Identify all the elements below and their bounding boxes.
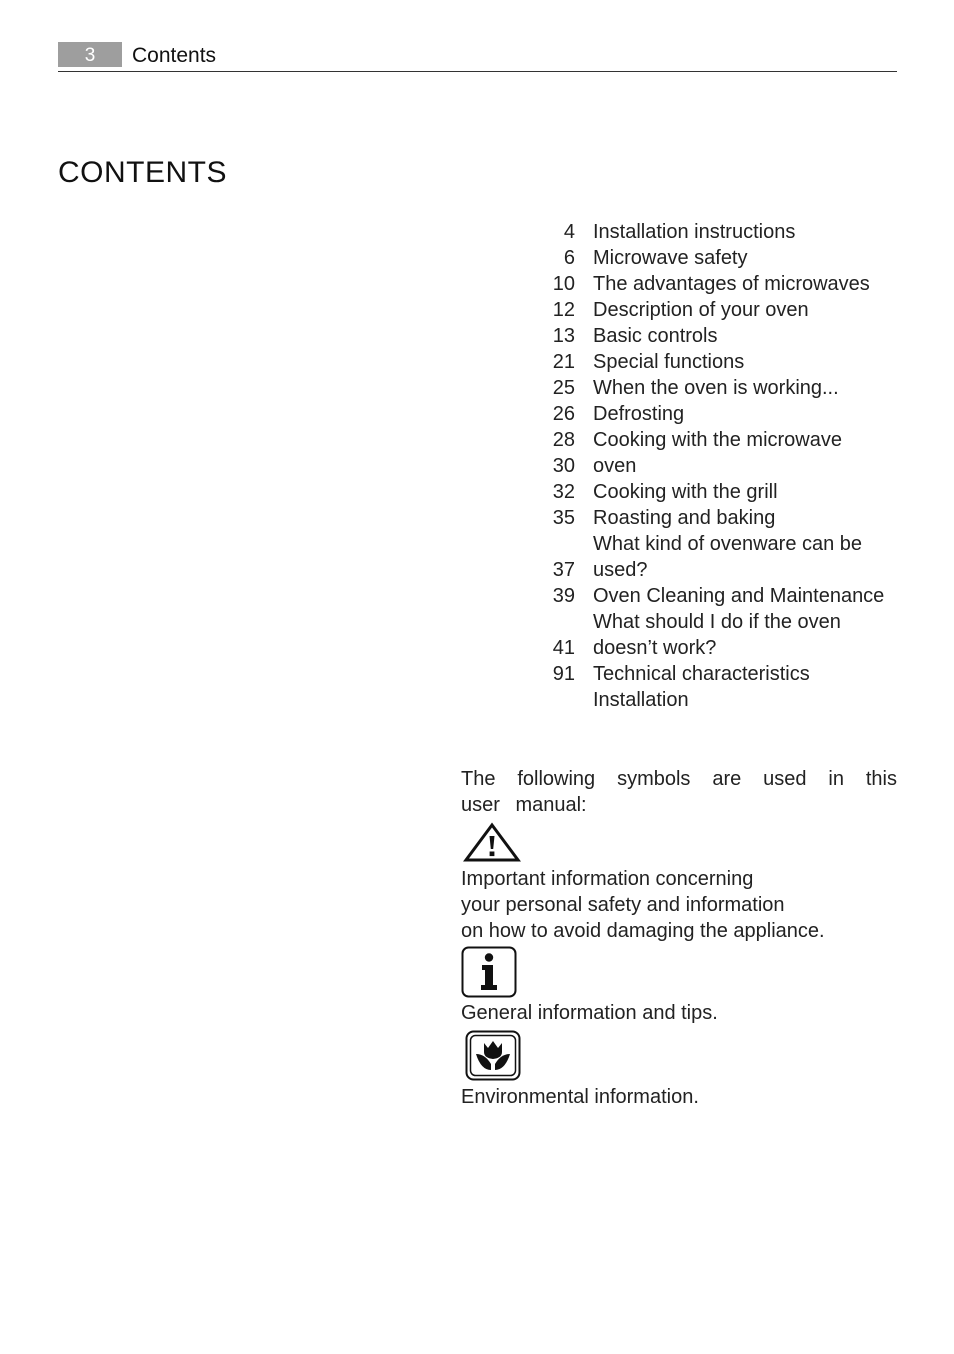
toc-label: What kind of ovenware can be	[593, 533, 863, 555]
toc-page-number: 91	[552, 663, 575, 685]
toc-row[interactable]	[540, 687, 900, 713]
warning-line-2: your personal safety and information	[461, 894, 785, 916]
toc-page-number: 13	[552, 325, 575, 347]
toc-label: Cooking with the grill	[593, 481, 778, 503]
toc-row[interactable]	[540, 453, 900, 479]
toc-row[interactable]	[540, 349, 900, 375]
page-title: CONTENTS	[58, 156, 227, 190]
toc-row[interactable]	[540, 375, 900, 401]
toc-page-number: 25	[552, 377, 575, 399]
toc-page-number: 4	[563, 221, 575, 243]
toc-row[interactable]	[540, 245, 900, 271]
toc-label: doesn’t work?	[593, 637, 717, 659]
toc-label: Defrosting	[593, 403, 685, 425]
toc-label: Installation	[593, 689, 689, 711]
toc-label: Special functions	[593, 351, 745, 373]
toc-row[interactable]	[540, 531, 900, 557]
toc-row[interactable]	[540, 609, 900, 635]
toc-label: What should I do if the oven	[593, 611, 841, 633]
toc-page-number: 10	[552, 273, 575, 295]
toc-row[interactable]	[540, 479, 900, 505]
toc-row[interactable]	[540, 323, 900, 349]
toc-row[interactable]	[540, 401, 900, 427]
toc-label: Oven Cleaning and Maintenance	[593, 585, 885, 607]
page-number: 3	[58, 42, 122, 67]
toc-label: oven	[593, 455, 637, 477]
symbols-legend	[461, 766, 897, 1110]
page-header	[58, 42, 897, 72]
toc-page-number: 28	[552, 429, 575, 451]
toc-label: Cooking with the microwave	[593, 429, 842, 451]
toc-label: Roasting and baking	[593, 507, 776, 529]
toc-page-number: 30	[552, 455, 575, 477]
toc-row[interactable]	[540, 297, 900, 323]
toc-row[interactable]	[540, 661, 900, 687]
toc-row[interactable]	[540, 271, 900, 297]
toc-page-number: 35	[552, 507, 575, 529]
toc-row[interactable]	[540, 635, 900, 661]
toc-label: When the oven is working...	[593, 377, 839, 399]
toc-page-number: 32	[552, 481, 575, 503]
toc-page-number: 41	[552, 637, 575, 659]
toc-row[interactable]	[540, 583, 900, 609]
toc-page-number: 39	[552, 585, 575, 607]
toc-label: Basic controls	[593, 325, 718, 347]
toc-label: Technical characteristics	[593, 663, 810, 685]
toc-label: Installation instructions	[593, 221, 796, 243]
environment-flower-icon	[465, 1030, 525, 1082]
toc-page-number: 12	[552, 299, 575, 321]
toc-page-number: 21	[552, 351, 575, 373]
toc-row[interactable]	[540, 557, 900, 583]
toc-page-number: 37	[552, 559, 575, 581]
warning-line-3: on how to avoid damaging the appliance.	[461, 920, 825, 942]
section-name: Contents	[132, 44, 217, 67]
toc-page-number: 6	[563, 247, 575, 269]
environment-text: Environmental information.	[461, 1086, 699, 1108]
toc-row[interactable]	[540, 505, 900, 531]
toc-page-number: 26	[552, 403, 575, 425]
info-text: General information and tips.	[461, 1002, 718, 1024]
toc-row[interactable]	[540, 219, 900, 245]
info-icon	[461, 946, 519, 1000]
toc-label: used?	[593, 559, 648, 581]
warning-line-1: Important information concerning	[461, 868, 754, 890]
table-of-contents	[540, 219, 900, 713]
toc-label: Description of your oven	[593, 299, 809, 321]
symbols-intro: The following symbols are used in this user manual:	[461, 768, 897, 816]
warning-triangle-icon	[463, 822, 521, 864]
toc-label: Microwave safety	[593, 247, 748, 269]
toc-row[interactable]	[540, 427, 900, 453]
toc-label: The advantages of microwaves	[593, 273, 870, 295]
